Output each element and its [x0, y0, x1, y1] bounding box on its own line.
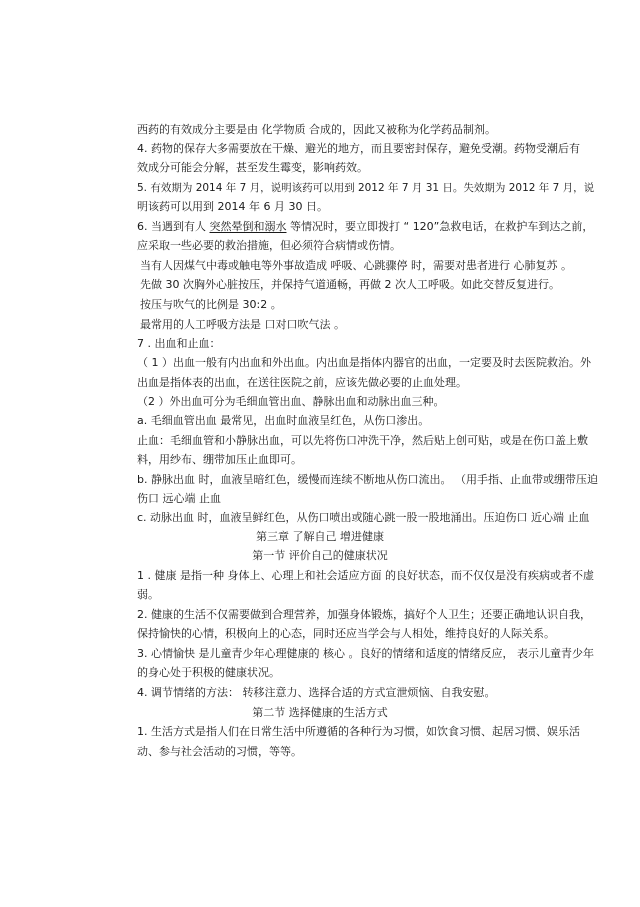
text-line: 伤口 远心端 止血 — [137, 492, 221, 505]
text-line: 4. 药物的保存大多需要放在干燥、避光的地方，而且要密封保存，避免受潮。药物受潮后有 — [137, 142, 580, 155]
text-line: 4. 调节情绪的方法： 转移注意力、选择合适的方式宣泄烦恼、自我安慰。 — [137, 686, 496, 699]
text-line: 3. 心情愉快 是儿童青少年心理健康的 核心 。良好的情绪和适度的情绪反应， 表示儿童青少年 — [137, 647, 594, 660]
section-title: 第二节 选择健康的生活方式 — [252, 706, 388, 719]
text-line: 效成分可能会分解，甚至发生霉变，影响药效。 — [137, 161, 368, 174]
text-line: 1. 生活方式是指人们在日常生活中所遵循的各种行为习惯，如饮食习惯、起居习惯、娱乐活 — [137, 725, 580, 738]
text-line: 动、参与社会活动的习惯，等等。 — [137, 745, 302, 758]
section-heading: 7 . 出血和止血： — [137, 337, 221, 350]
text-line: 当有人因煤气中毒或触电等外事故造成 呼吸、心跳骤停 时，需要对患者进行 心肺复苏 。 — [140, 259, 572, 272]
text-line: 按压与吹气的比例是 30:2 。 — [140, 298, 282, 311]
text-line: 止血：毛细血管和小静脉出血，可以先将伤口冲洗干净，然后贴上创可贴，或是在伤口盖上敷 — [137, 434, 588, 447]
text-segment: 等情况时，要立即拨打 “ 120” — [286, 220, 440, 233]
text-segment: 6. 当遇到有人 — [137, 220, 210, 233]
text-line: 出血是指体表的出血，在送往医院之前，应该先做必要的止血处理。 — [137, 376, 467, 389]
text-line: 2. 健康的生活不仅需要做到合理营养，加强身体锻炼，搞好个人卫生；还要正确地认识自我， — [137, 608, 591, 621]
text-line: 西药的有效成分主要是由 化学物质 合成的，因此又被称为化学药品制剂。 — [137, 123, 496, 136]
text-line: 的身心处于积极的健康状况。 — [137, 666, 280, 679]
text-line: 先做 30 次胸外心脏按压，并保持气道通畅，再做 2 次人工呼吸。如此交替反复进行。 — [140, 278, 560, 291]
text-line: 保持愉快的心情，积极向上的心态，同时还应当学会与人相处，维持良好的人际关系。 — [137, 627, 555, 640]
section-title: 第一节 评价自己的健康状况 — [252, 549, 388, 562]
text-line: （ 1 ）出血一般有内出血和外出血。内出血是指体内器官的出血，一定要及时去医院救治。外 — [137, 356, 591, 369]
chapter-title: 第三章 了解自己 增进健康 — [256, 530, 384, 543]
underlined-phrase: 突然晕倒和溺水 — [209, 220, 287, 233]
text-line: 应采取一些必要的救治措施，但必须符合病情或伤情。 — [137, 239, 401, 252]
text-line: c. 动脉出血 时，血液呈鲜红色，从伤口喷出或随心跳一股一股地涌出。压迫伤口 近心端 止血 — [137, 511, 590, 524]
text-line: b. 静脉出血 时，血液呈暗红色，缓慢而连续不断地从伤口流出。 （用手指、止血带或绷带压迫 — [137, 473, 598, 486]
text-line: 料，用纱布、绷带加压止血即可。 — [137, 453, 302, 466]
text-line: （2 ）外出血可分为毛细血管出血、静脉出血和动脉出血三种。 — [137, 395, 445, 408]
text-line: 1 . 健康 是指一种 身体上、心理上和社会适应方面 的良好状态，而不仅仅是没有疾病或者不虚 — [137, 569, 594, 582]
text-line: a. 毛细血管出血 最常见，出血时血液呈红色，从伤口渗出。 — [137, 414, 430, 427]
text-line: 明该药可以用到 2014 年 6 月 30 日。 — [137, 200, 328, 213]
text-line: 弱。 — [137, 588, 159, 601]
text-line: 5. 有效期为 2014 年 7 月，说明该药可以用到 2012 年 7 月 31 日。失效期为 2012 年 7 月，说 — [137, 182, 595, 194]
text-line — [137, 220, 593, 234]
text-segment: 急救电话，在救护车到达之前， — [439, 220, 594, 233]
text-line: 最常用的人工呼吸方法是 口对口吹气法 。 — [140, 318, 345, 331]
